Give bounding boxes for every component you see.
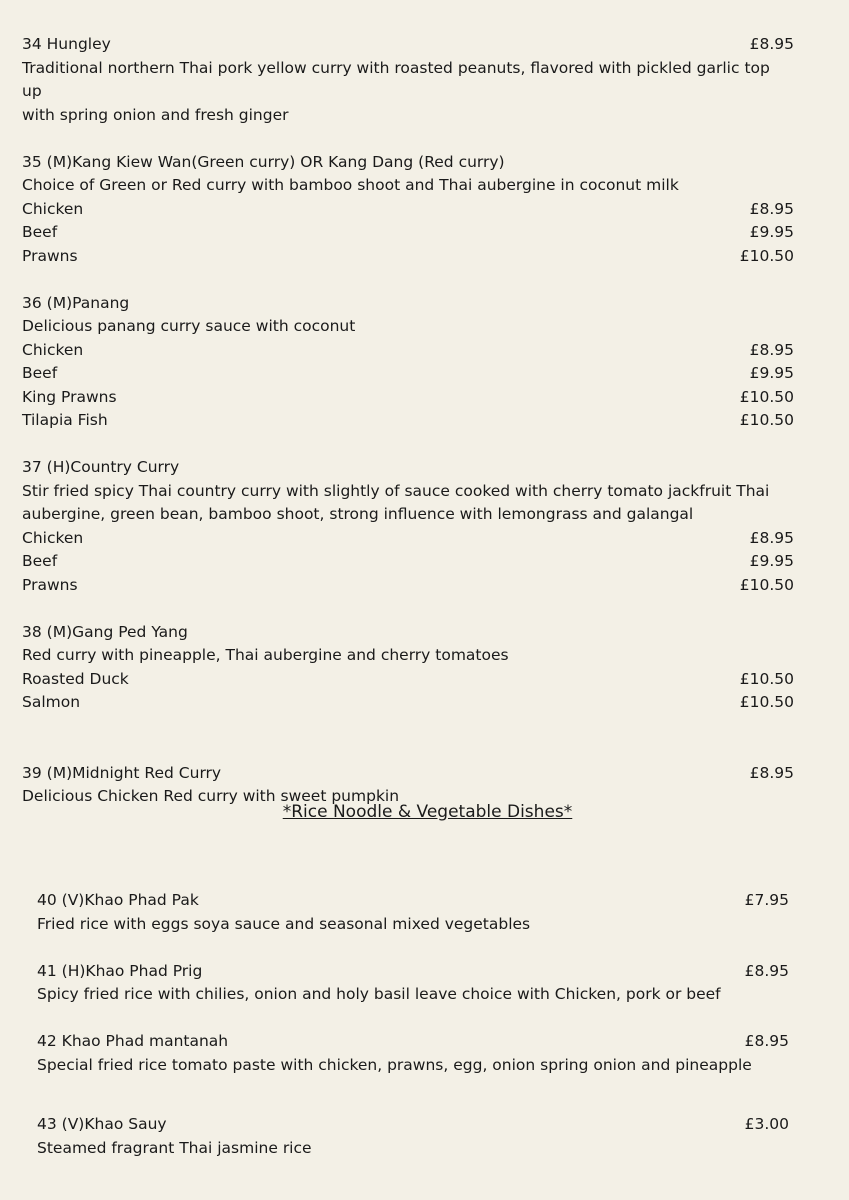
- option-row: [22, 574, 794, 598]
- option-row: [22, 668, 794, 692]
- option-row: [22, 386, 794, 410]
- option-price: £8.95: [749, 199, 794, 218]
- item-price: £7.95: [744, 891, 789, 909]
- item-title: 38 (M)Gang Ped Yang: [22, 622, 188, 641]
- item-title: 35 (M)Kang Kiew Wan(Green curry) OR Kang Dang (Red curry): [22, 152, 505, 171]
- option-name: Prawns: [22, 575, 78, 594]
- menu-item-40: [37, 889, 789, 936]
- item-desc: Steamed fragrant Thai jasmine rice: [37, 1138, 312, 1157]
- option-row: [22, 550, 794, 574]
- item-price: £8.95: [744, 961, 789, 980]
- option-name: Chicken: [22, 199, 84, 218]
- option-row: [22, 362, 794, 386]
- item-desc: Spicy fried rice with chilies, onion and holy basil leave choice with Chicken, pork or beef: [37, 985, 721, 1003]
- item-desc: Delicious Chicken Red curry with sweet pumpkin: [22, 787, 400, 805]
- option-row: [22, 409, 794, 433]
- item-title: 40 (V)Khao Phad Pak: [37, 891, 199, 909]
- item-desc: Stir fried spicy Thai country curry with slightly of sauce cooked with cherry tomato jackfruit Thai: [22, 481, 770, 500]
- item-desc: aubergine, green bean, bamboo shoot, strong influence with lemongrass and galangal: [22, 505, 694, 523]
- item-price: £8.95: [749, 35, 794, 53]
- rice-section: [37, 889, 789, 1160]
- option-row: [22, 527, 794, 551]
- option-name: Prawns: [22, 246, 78, 265]
- section-heading-text: *Rice Noodle & Vegetable Dishes*: [282, 802, 573, 822]
- menu-item-38: [22, 621, 794, 715]
- option-price: £9.95: [749, 223, 794, 241]
- option-price: £10.50: [739, 411, 794, 429]
- option-name: Beef: [22, 552, 58, 570]
- menu-item-37: [22, 456, 794, 597]
- item-price: £3.00: [744, 1115, 789, 1133]
- option-row: [22, 339, 794, 363]
- option-price: £9.95: [749, 552, 794, 570]
- item-title: 37 (H)Country Curry: [22, 458, 180, 476]
- option-name: Chicken: [22, 528, 84, 547]
- menu-item-35: [22, 151, 794, 269]
- item-desc: Delicious panang curry sauce with coconut: [22, 317, 356, 335]
- item-price: £8.95: [744, 1032, 789, 1050]
- option-name: Tilapia Fish: [22, 411, 108, 429]
- menu-item-41: [37, 960, 789, 1007]
- item-desc: Fried rice with eggs soya sauce and seasonal mixed vegetables: [37, 914, 531, 933]
- option-row: [22, 691, 794, 715]
- item-desc: Traditional northern Thai pork yellow curry with roasted peanuts, flavored with pickled garlic top up: [22, 58, 770, 100]
- item-title: 39 (M)Midnight Red Curry: [22, 763, 222, 782]
- item-title: 34 Hungley: [22, 35, 111, 53]
- item-title: 41 (H)Khao Phad Prig: [37, 961, 203, 980]
- option-price: £10.50: [739, 387, 794, 406]
- section-heading: [0, 802, 849, 822]
- option-price: £10.50: [739, 693, 794, 711]
- menu-item-42: [37, 1030, 789, 1077]
- option-name: Roasted Duck: [22, 669, 129, 688]
- menu-item-43: [37, 1113, 789, 1160]
- option-name: Chicken: [22, 340, 84, 359]
- option-price: £9.95: [749, 364, 794, 382]
- item-price: £8.95: [749, 763, 794, 782]
- option-name: Beef: [22, 223, 58, 241]
- option-row: [22, 245, 794, 269]
- option-row: [22, 221, 794, 245]
- item-title: 43 (V)Khao Sauy: [37, 1115, 167, 1133]
- item-title: 42 Khao Phad mantanah: [37, 1032, 229, 1050]
- menu-item-34: [22, 33, 794, 127]
- option-row: [22, 198, 794, 222]
- option-price: £10.50: [739, 669, 794, 688]
- option-price: £10.50: [739, 246, 794, 265]
- item-title: 36 (M)Panang: [22, 293, 130, 312]
- option-name: Salmon: [22, 693, 81, 711]
- item-desc: Special fried rice tomato paste with chicken, prawns, egg, onion spring onion and pineapple: [37, 1055, 752, 1074]
- option-price: £8.95: [749, 528, 794, 547]
- option-price: £8.95: [749, 340, 794, 359]
- item-desc: Red curry with pineapple, Thai aubergine and cherry tomatoes: [22, 646, 509, 664]
- curry-section: [22, 33, 794, 809]
- item-desc: with spring onion and fresh ginger: [22, 105, 289, 124]
- option-price: £10.50: [739, 575, 794, 594]
- item-desc: Choice of Green or Red curry with bamboo shoot and Thai aubergine in coconut milk: [22, 176, 679, 194]
- option-name: King Prawns: [22, 387, 117, 406]
- menu-item-36: [22, 292, 794, 433]
- option-name: Beef: [22, 364, 58, 382]
